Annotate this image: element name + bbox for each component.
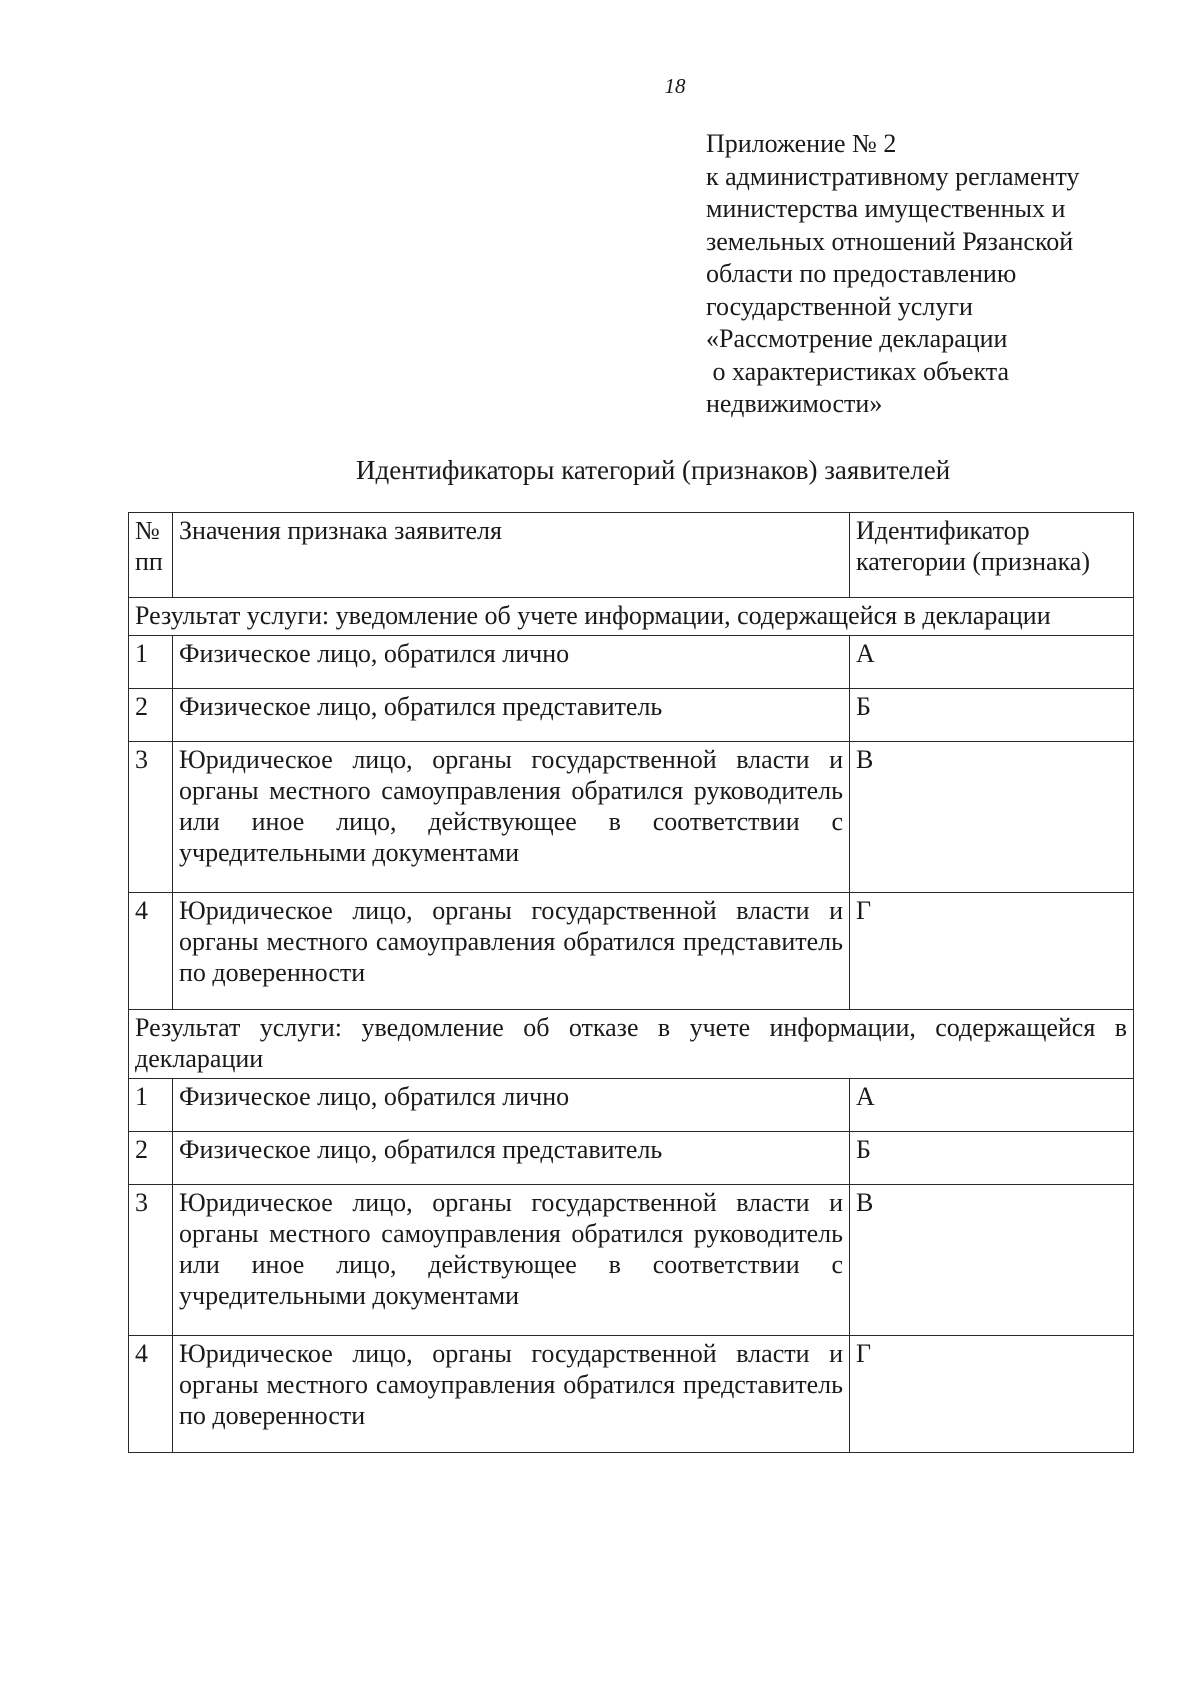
row-num: 1 (129, 1079, 173, 1132)
appendix-line: недвижимости» (706, 389, 883, 418)
row-id: Б (850, 1132, 1134, 1185)
appendix-line: к административному регламенту (706, 161, 1080, 191)
appendix-line: министерства имущественных и (706, 194, 1066, 223)
table-row (129, 689, 1134, 742)
table-row (129, 1185, 1134, 1336)
table-row (129, 1336, 1134, 1453)
row-id: Б (850, 689, 1134, 742)
applicant-categories-table (128, 512, 1134, 1453)
row-value: Юридическое лицо, органы государственной власти и органы местного самоуправления обратился представитель по доверенности (173, 893, 850, 1010)
document-title: Идентификаторы категорий (признаков) заявителей (356, 455, 951, 485)
appendix-line: земельных отношений Рязанской (706, 226, 1074, 256)
row-id: В (850, 1185, 1134, 1336)
row-value: Физическое лицо, обратился представитель (173, 1132, 850, 1185)
appendix-line: Приложение № 2 (706, 129, 897, 158)
row-num: 3 (129, 742, 173, 893)
table-row (129, 742, 1134, 893)
row-id: А (850, 636, 1134, 689)
appendix-line: о характеристиках объекта (706, 356, 1010, 386)
section-title: Результат услуги: уведомление об отказе в учете информации, содержащейся в декларации (129, 1010, 1134, 1079)
appendix-line: государственной услуги (706, 291, 973, 321)
row-num: 4 (129, 893, 173, 1010)
row-num: 4 (129, 1336, 173, 1453)
table-row (129, 1132, 1134, 1185)
appendix-line: «Рассмотрение декларации (706, 324, 1008, 353)
row-value: Юридическое лицо, органы государственной власти и органы местного самоуправления обратился руководитель или иное лицо, действующее в соответствии с учредительными документами (173, 742, 850, 893)
row-num: 3 (129, 1185, 173, 1336)
row-id: Г (850, 893, 1134, 1010)
row-num: 2 (129, 1132, 173, 1185)
row-value: Физическое лицо, обратился лично (173, 636, 850, 689)
section-title: Результат услуги: уведомление об учете информации, содержащейся в декларации (129, 598, 1134, 636)
row-value: Юридическое лицо, органы государственной власти и органы местного самоуправления обратился представитель по доверенности (173, 1336, 850, 1453)
appendix-line: области по предоставлению (706, 259, 1017, 288)
section-row (129, 1010, 1134, 1079)
row-value: Физическое лицо, обратился лично (173, 1079, 850, 1132)
section-row (129, 598, 1134, 636)
page-number: 18 (664, 74, 686, 98)
table-header-row (129, 513, 1134, 598)
row-num: 1 (129, 636, 173, 689)
table-row (129, 893, 1134, 1010)
header-num: № пп (129, 513, 173, 598)
row-id: В (850, 742, 1134, 893)
header-id: Идентификатор категории (признака) (850, 513, 1134, 598)
table-row (129, 1079, 1134, 1132)
row-value: Физическое лицо, обратился представитель (173, 689, 850, 742)
header-value: Значения признака заявителя (173, 513, 850, 598)
row-num: 2 (129, 689, 173, 742)
table-row (129, 636, 1134, 689)
row-value: Юридическое лицо, органы государственной власти и органы местного самоуправления обратился руководитель или иное лицо, действующее в соответствии с учредительными документами (173, 1185, 850, 1336)
appendix-header (706, 128, 1146, 421)
row-id: А (850, 1079, 1134, 1132)
row-id: Г (850, 1336, 1134, 1453)
